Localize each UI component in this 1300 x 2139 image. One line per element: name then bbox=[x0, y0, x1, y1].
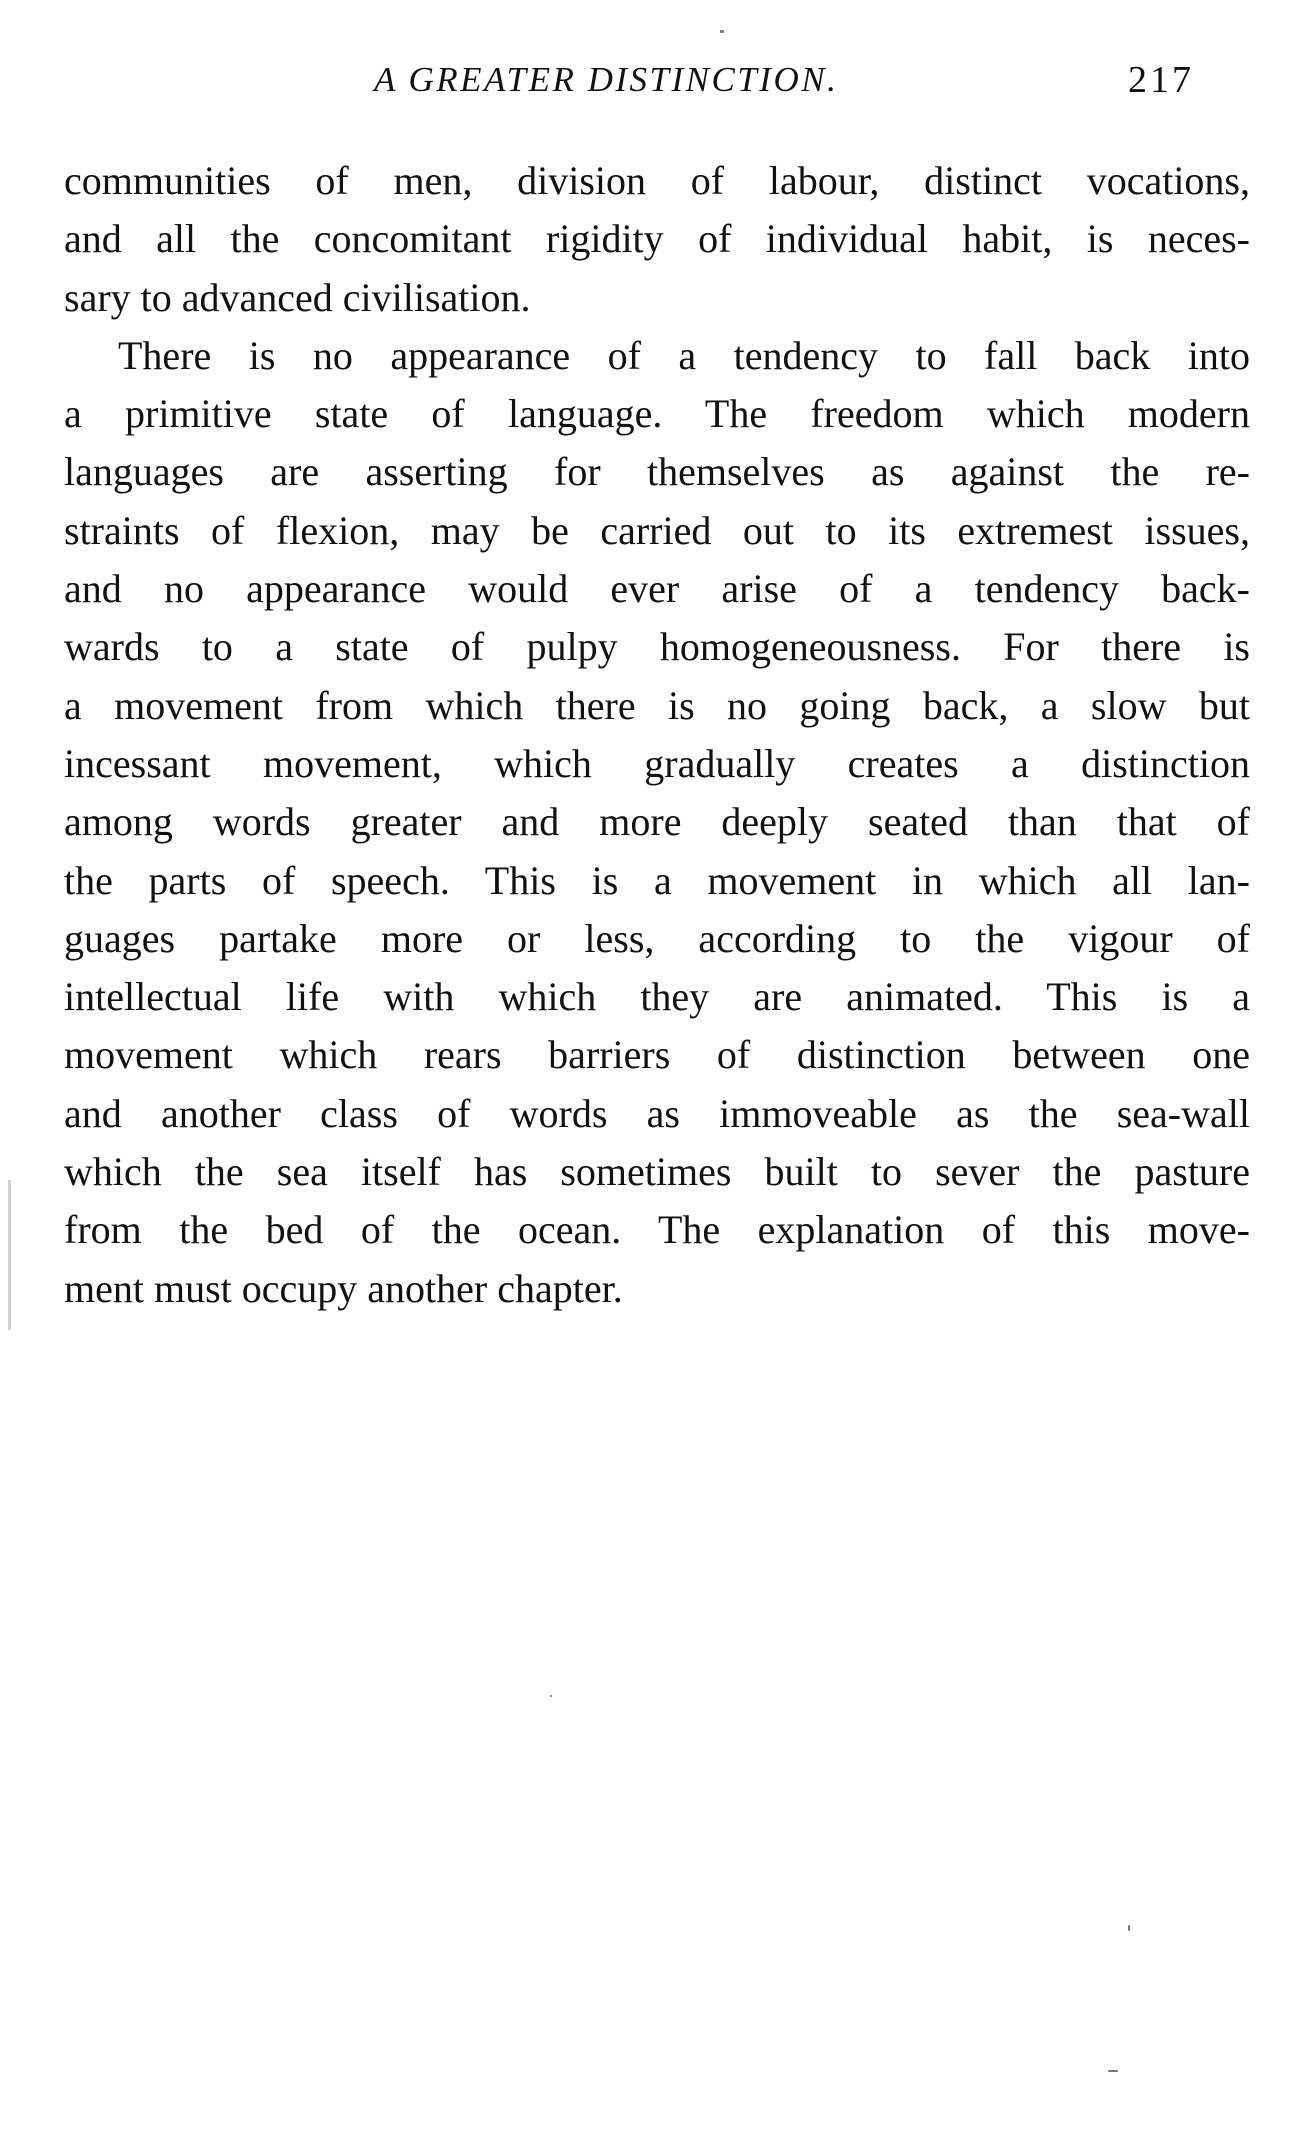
text-line: incessant movement, which gradually creates a distinction bbox=[64, 740, 1250, 786]
paragraph bbox=[64, 327, 1250, 1318]
running-head bbox=[0, 55, 1300, 115]
scan-speck bbox=[720, 30, 724, 33]
scan-speck bbox=[8, 1180, 11, 1330]
text-line: a movement from which there is no going back, a slow but bbox=[64, 682, 1250, 728]
body-text bbox=[64, 152, 1250, 1318]
text-line: guages partake more or less, according to the vigour of bbox=[64, 915, 1250, 961]
text-line: and no appearance would ever arise of a tendency back- bbox=[64, 566, 1250, 612]
text-line: the parts of speech. This is a movement in which all lan- bbox=[64, 857, 1250, 903]
text-line: communities of men, division of labour, distinct vocations, bbox=[64, 158, 1250, 203]
text-line: straints of flexion, may be carried out to its extremest issues, bbox=[64, 507, 1250, 553]
text-line: languages are asserting for themselves as against the re- bbox=[64, 449, 1250, 495]
text-line: sary to advanced civilisation. bbox=[64, 274, 531, 320]
scan-speck bbox=[1108, 2070, 1118, 2072]
scan-speck bbox=[1128, 1925, 1130, 1931]
page-number: 217 bbox=[1128, 59, 1194, 101]
text-line: which the sea itself has sometimes built to sever the pasture bbox=[64, 1149, 1250, 1195]
text-line: wards to a state of pulpy homogeneousness. For there is bbox=[64, 624, 1250, 670]
paragraph bbox=[64, 152, 1250, 327]
text-line: movement which rears barriers of distinction between one bbox=[64, 1032, 1250, 1078]
scan-speck bbox=[550, 1695, 552, 1697]
text-line: There is no appearance of a tendency to fall back into bbox=[118, 332, 1250, 378]
text-line: and another class of words as immoveable as the sea-wall bbox=[64, 1090, 1250, 1136]
text-line: a primitive state of language. The freedom which modern bbox=[64, 391, 1250, 437]
text-line: among words greater and more deeply seated than that of bbox=[64, 799, 1250, 845]
text-line: and all the concomitant rigidity of individual habit, is neces- bbox=[64, 216, 1250, 262]
running-title: A GREATER DISTINCTION. bbox=[374, 60, 839, 99]
text-line: from the bed of the ocean. The explanation of this move- bbox=[64, 1207, 1250, 1253]
text-line: intellectual life with which they are animated. This is a bbox=[64, 974, 1250, 1020]
text-line: ment must occupy another chapter. bbox=[64, 1265, 623, 1311]
